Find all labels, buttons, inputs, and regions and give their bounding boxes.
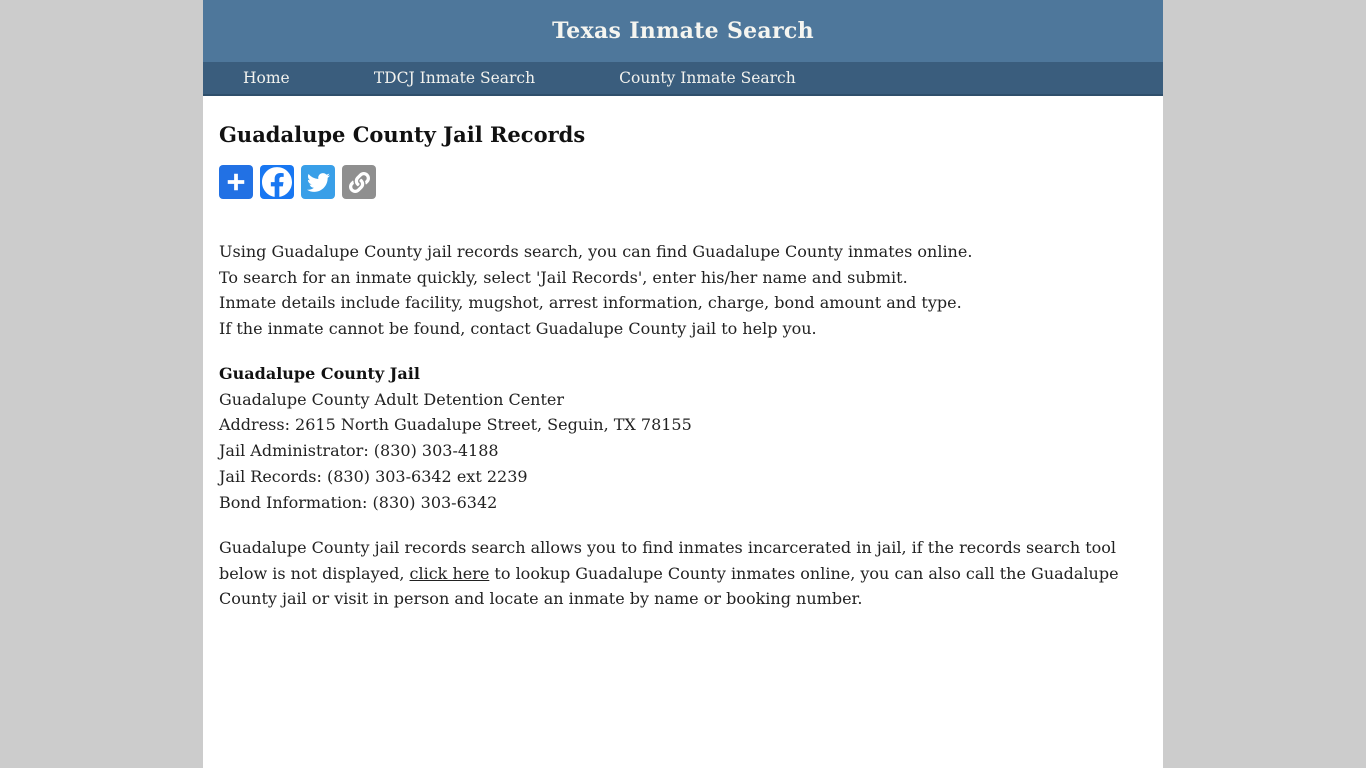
share-buttons-row xyxy=(219,165,1147,199)
main-nav xyxy=(203,62,1163,96)
facebook-icon xyxy=(262,167,292,197)
site-title: Texas Inmate Search xyxy=(552,18,814,44)
intro-paragraph xyxy=(219,239,1147,341)
facebook-share-button[interactable] xyxy=(260,165,294,199)
intro-line: Using Guadalupe County jail records search, you can find Guadalupe County inmates online. xyxy=(219,242,973,261)
nav-item-home[interactable]: Home xyxy=(243,69,290,87)
share-button[interactable] xyxy=(219,165,253,199)
page-container xyxy=(203,0,1163,768)
outro-text-after: to lookup Guadalupe County inmates online, you can also call the Guadalupe County jail or visit in person and locate an inmate by name or booking number. xyxy=(219,563,1119,609)
twitter-share-button[interactable] xyxy=(301,165,335,199)
jail-name: Guadalupe County Jail xyxy=(219,364,420,383)
bond-information-line: Bond Information: (830) 303-6342 xyxy=(219,492,498,512)
intro-line: To search for an inmate quickly, select 'Jail Records', enter his/her name and submit. xyxy=(219,267,908,287)
jail-info-block xyxy=(219,361,1147,515)
click-here-link[interactable]: click here xyxy=(409,563,490,583)
copy-link-icon xyxy=(349,172,370,193)
jail-administrator-line: Jail Administrator: (830) 303-4188 xyxy=(219,441,499,461)
site-header xyxy=(203,0,1163,62)
copy-link-button[interactable] xyxy=(342,165,376,199)
jail-address-line: Address: 2615 North Guadalupe Street, Seguin, TX 78155 xyxy=(219,415,692,435)
outro-paragraph xyxy=(219,535,1147,612)
intro-line: If the inmate cannot be found, contact Guadalupe County jail to help you. xyxy=(219,318,817,338)
nav-item-tdcj-inmate-search[interactable]: TDCJ Inmate Search xyxy=(373,69,536,87)
jail-facility-line: Guadalupe County Adult Detention Center xyxy=(219,389,565,409)
intro-line: Inmate details include facility, mugshot, arrest information, charge, bond amount and type. xyxy=(219,293,962,312)
jail-records-line: Jail Records: (830) 303-6342 ext 2239 xyxy=(219,466,528,486)
plus-share-icon xyxy=(224,170,248,194)
outro-text-before: Guadalupe County jail records search allows you to find inmates incarcerated in jail, if the records search tool below is not displayed, xyxy=(219,538,1117,583)
page-title: Guadalupe County Jail Records xyxy=(219,122,586,147)
twitter-icon xyxy=(307,171,330,194)
content xyxy=(203,96,1163,652)
nav-item-county-inmate-search[interactable]: County Inmate Search xyxy=(619,69,796,87)
